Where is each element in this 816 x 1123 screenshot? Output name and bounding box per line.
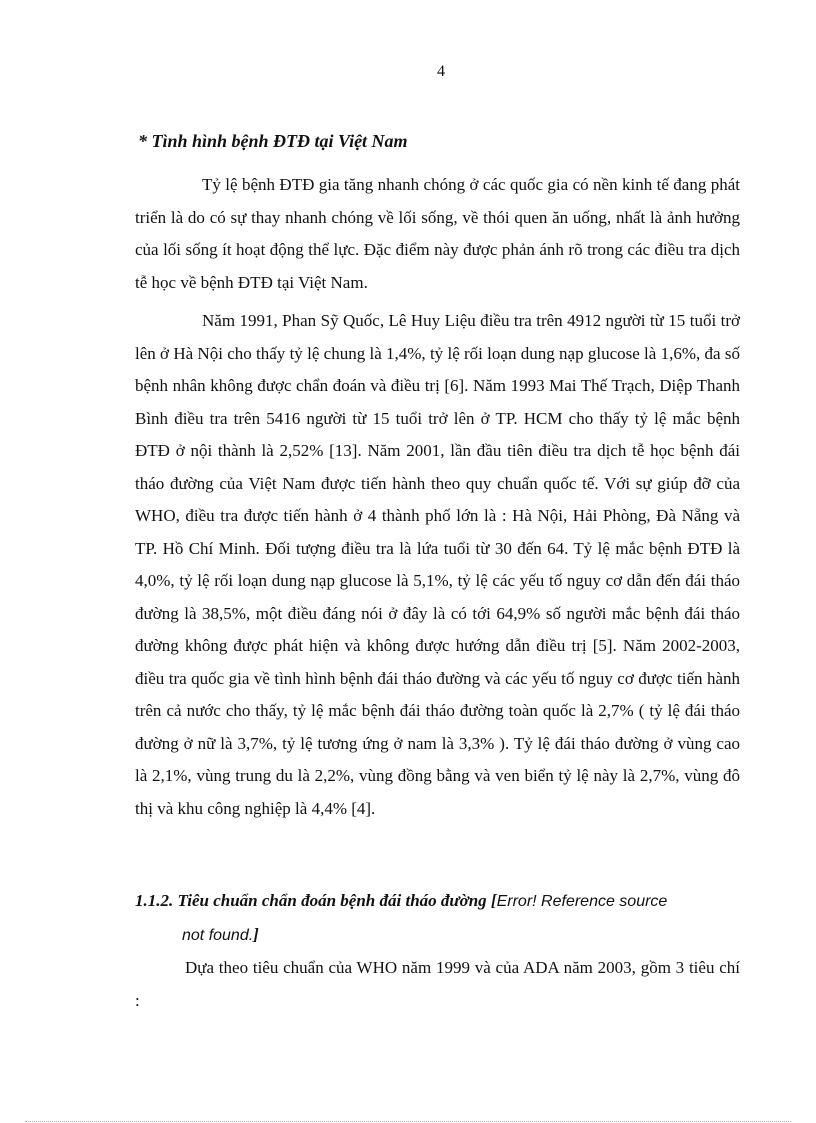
subsection-heading-line-1: [135, 885, 740, 919]
paragraph-criteria-intro: Dựa theo tiêu chuẩn của WHO năm 1999 và của ADA năm 2003, gồm 3 tiêu chí :: [135, 958, 740, 1010]
paragraph-vietnam-trend: Tỷ lệ bệnh ĐTĐ gia tăng nhanh chóng ở các quốc gia có nền kinh tế đang phát triển là do có sự thay nhanh chóng về lối sống, về thói quen ăn uống, nhất là ảnh hưởng của lối sống ít hoạt động thể lực. Đặc điểm này được phản ánh rõ trong các điều tra dịch tễ học về bệnh ĐTĐ tại Việt Nam.: [135, 175, 740, 292]
subsection-heading: [135, 885, 740, 952]
reference-error-text: Error! Reference source: [496, 893, 668, 910]
subsection-heading-line-2: [135, 919, 740, 953]
subsection-title: Tiêu chuẩn chẩn đoán bệnh đái tháo đường: [177, 891, 487, 910]
reference-bracket-close: ]: [253, 924, 259, 944]
subsection-number: 1.1.2.: [135, 891, 174, 910]
page-bottom-border: [25, 1121, 791, 1122]
section-heading: * Tình hình bệnh ĐTĐ tại Việt Nam: [138, 131, 408, 151]
reference-error-text-continued: not found.: [182, 926, 254, 944]
paragraph-epidemiology-surveys: Năm 1991, Phan Sỹ Quốc, Lê Huy Liệu điều tra trên 4912 người từ 15 tuổi trở lên ở Hà Nội cho thấy tỷ lệ chung là 1,4%, tỷ lệ rối loạn dung nạp glucose là 1,6%, đa số bệnh nhân không được chẩn đoán và điều trị [6]. Năm 1993 Mai Thế Trạch, Diệp Thanh Bình điều tra trên 5416 người từ 15 tuổi trở lên ở TP. HCM cho thấy tỷ lệ mắc bệnh ĐTĐ ở nội thành là 2,52% [13]. Năm 2001, lần đầu tiên điều tra dịch tễ học bệnh đái tháo đường của Việt Nam được tiến hành theo quy chuẩn quốc tế. Với sự giúp đỡ của WHO, điều tra được tiến hành ở 4 thành phố lớn là : Hà Nội, Hải Phòng, Đà Nẵng và TP. Hồ Chí Minh. Đối tượng điều tra là lứa tuổi từ 30 đến 64. Tỷ lệ mắc bệnh ĐTĐ là 4,0%, tỷ lệ rối loạn dung nạp glucose là 5,1%, tỷ lệ các yếu tố nguy cơ dẫn đến đái tháo đường là 38,5%, một điều đáng nói ở đây là có tới 64,9% số người mắc bệnh đái tháo đường không được phát hiện và không được hướng dẫn điều trị [5]. Năm 2002-2003, điều tra quốc gia về tình hình bệnh đái tháo đường và các yếu tố nguy cơ được tiến hành trên cả nước cho thấy, tỷ lệ mắc bệnh đái tháo đường toàn quốc là 2,7% ( tỷ lệ đái tháo đường ở nữ là 3,7%, tỷ lệ tương ứng ở nam là 3,3% ). Tỷ lệ đái tháo đường ở vùng cao là 2,1%, vùng trung du là 2,2%, vùng đồng bằng và ven biển tỷ lệ này là 2,7%, vùng đô thị và khu công nghiệp là 4,4% [4].: [135, 311, 740, 818]
reference-bracket-open: [: [490, 891, 497, 910]
page-number: 4: [437, 63, 445, 80]
